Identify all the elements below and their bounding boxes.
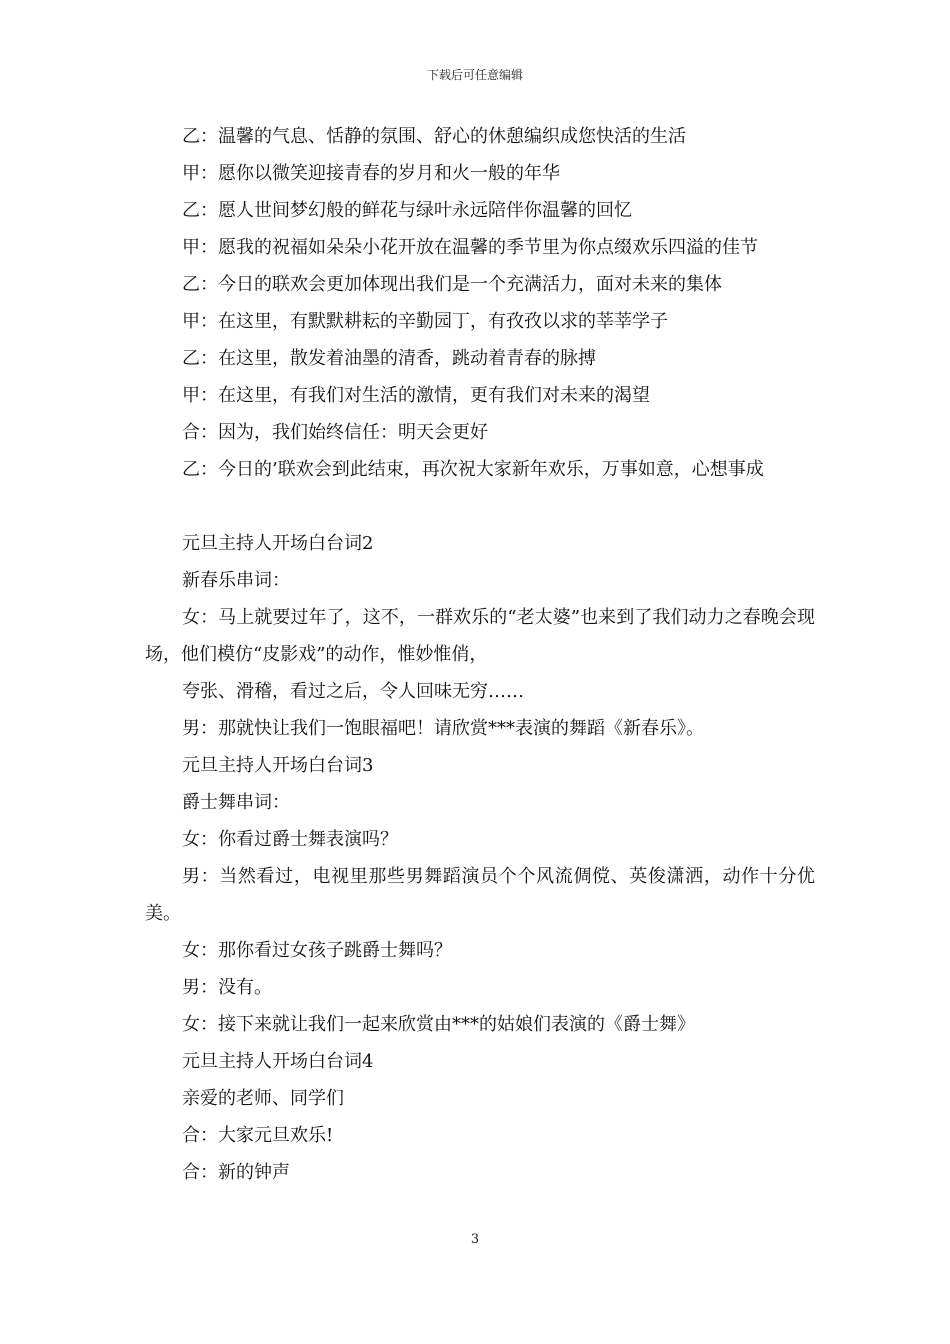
paragraph: 乙：今日的联欢会更加体现出我们是一个充满活力，面对未来的集体 <box>182 274 722 295</box>
paragraph: 合：因为，我们始终信任：明天会更好 <box>182 422 488 443</box>
paragraph: 新春乐串词： <box>182 570 290 591</box>
paragraph: 甲：愿我的祝福如朵朵小花开放在温馨的季节里为你点缀欢乐四溢的佳节 <box>182 237 758 258</box>
paragraph: 乙：温馨的气息、恬静的氛围、舒心的休憩编织成您快活的生活 <box>182 126 686 147</box>
paragraph: 甲：在这里，有我们对生活的激情，更有我们对未来的渴望 <box>182 385 650 406</box>
paragraph: 爵士舞串词： <box>182 792 290 813</box>
document-body <box>145 118 815 1191</box>
paragraph: 乙：在这里，散发着油墨的清香，跳动着青春的脉搏 <box>182 348 596 369</box>
paragraph: 夸张、滑稽，看过之后，令人回味无穷…… <box>182 681 524 702</box>
paragraph: 男：那就快让我们一饱眼福吧！请欣赏***表演的舞蹈《新春乐》。 <box>182 718 704 739</box>
paragraph: 乙：今日的’联欢会到此结束，再次祝大家新年欢乐，万事如意，心想事成 <box>182 459 764 480</box>
section-heading: 元旦主持人开场白台词2 <box>182 533 374 554</box>
paragraph: 乙：愿人世间梦幻般的鲜花与绿叶永远陪伴你温馨的回忆 <box>182 200 632 221</box>
paragraph: 男：没有。 <box>182 977 272 998</box>
paragraph: 女：那你看过女孩子跳爵士舞吗？ <box>182 940 452 961</box>
paragraph: 女：接下来就让我们一起来欣赏由***的姑娘们表演的《爵士舞》 <box>182 1014 695 1035</box>
page-header: 下载后可任意编辑 <box>426 68 523 82</box>
spacer <box>145 488 815 525</box>
section-heading: 元旦主持人开场白台词4 <box>182 1051 374 1072</box>
page-number: 3 <box>470 1232 480 1247</box>
paragraph: 男：当然看过，电视里那些男舞蹈演员个个风流倜傥、英俊潇洒，动作十分优美。 <box>145 866 815 924</box>
section-heading: 元旦主持人开场白台词3 <box>182 755 374 776</box>
paragraph: 女：你看过爵士舞表演吗？ <box>182 829 398 850</box>
paragraph: 合：新的钟声 <box>182 1162 290 1183</box>
paragraph: 亲爱的老师、同学们 <box>182 1088 344 1109</box>
paragraph: 甲：在这里，有默默耕耘的辛勤园丁，有孜孜以求的莘莘学子 <box>182 311 668 332</box>
paragraph: 甲：愿你以微笑迎接青春的岁月和火一般的年华 <box>182 163 560 184</box>
paragraph: 女：马上就要过年了，这不，一群欢乐的“老太婆”也来到了我们动力之春晚会现场，他们模仿“皮影戏”的动作，惟妙惟俏， <box>145 607 815 665</box>
paragraph: 合：大家元旦欢乐! <box>182 1125 334 1146</box>
